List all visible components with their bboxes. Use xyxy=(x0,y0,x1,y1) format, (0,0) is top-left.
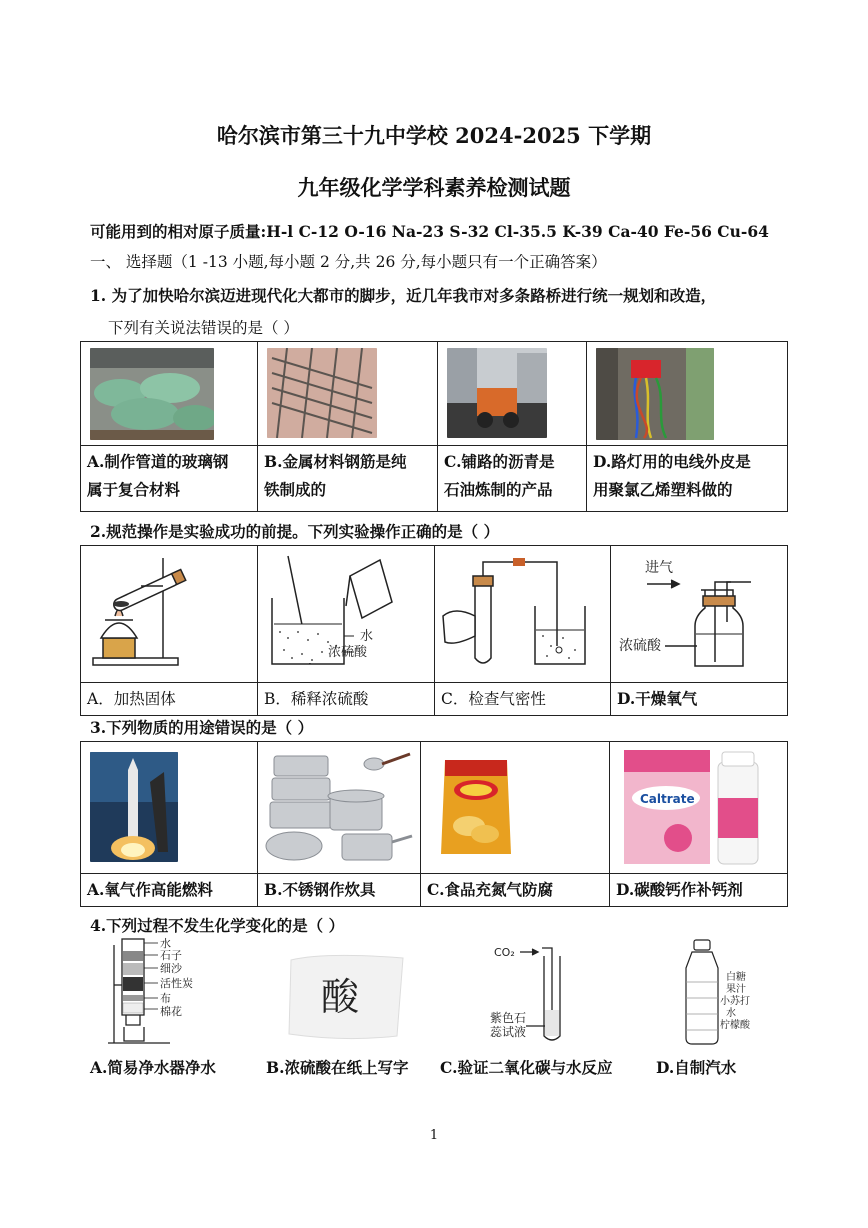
calcium-supplement-photo xyxy=(622,748,766,868)
q3-option-d: D.碳酸钙作补钙剂 xyxy=(616,880,743,899)
diluting-acid-diagram xyxy=(258,546,435,678)
q3-image-a xyxy=(81,742,258,874)
water-filter-diagram xyxy=(100,935,210,1047)
filter-layer-stones: 石子 xyxy=(160,949,182,962)
q2-image-c xyxy=(435,546,611,683)
q2-option-c: C．检查气密性 xyxy=(441,690,546,708)
atomic-masses: 可能用到的相对原子质量:H-l C-12 O-16 Na-23 S-32 Cl-35.5 K-39 Ca-40 Fe-56 Cu-64 xyxy=(90,222,769,241)
q3-image-d xyxy=(610,742,788,874)
q2-option-b: B．稀释浓硫酸 xyxy=(264,690,369,708)
q1-image-d xyxy=(587,342,788,446)
exam-title-line1: 哈尔滨市第三十九中学校 2024-2025 下学期 xyxy=(216,123,652,148)
rebar-photo xyxy=(267,348,377,438)
soda-label-sugar: 白糖 xyxy=(726,972,746,983)
brand-text: Caltrate xyxy=(640,792,695,806)
exam-title-line2: 九年级化学学科素养检测试题 xyxy=(297,175,571,200)
homemade-soda-diagram xyxy=(680,938,780,1046)
q4-stem: 4.下列过程不发生化学变化的是（ ） xyxy=(90,916,345,935)
water-label: 水 xyxy=(360,629,374,644)
q3-image-c xyxy=(421,742,610,874)
conc-acid-label-d: 浓硫酸 xyxy=(619,638,661,654)
filter-layer-cloth: 布 xyxy=(160,992,171,1005)
q3-option-b: B.不锈钢作炊具 xyxy=(264,880,376,899)
q4-option-a: A.简易净水器净水 xyxy=(90,1058,216,1077)
co2-litmus-diagram xyxy=(490,940,590,1044)
filter-layer-cotton: 棉花 xyxy=(160,1005,182,1018)
section-heading: 一、 选择题（1 -13 小题,每小题 2 分,共 26 分,每小题只有一个正确答案） xyxy=(90,253,607,271)
fiberglass-pipes-photo xyxy=(90,348,214,440)
q3-option-c: C.食品充氮气防腐 xyxy=(427,880,553,899)
q4-option-b: B.浓硫酸在纸上写字 xyxy=(266,1058,409,1077)
gas-in-label: 进气 xyxy=(645,560,673,576)
litmus-label-line2: 蕊试液 xyxy=(490,1025,527,1039)
asphalt-paving-photo xyxy=(447,348,547,438)
airtightness-check-diagram xyxy=(435,546,611,678)
chips-bag-photo xyxy=(439,756,513,858)
rocket-launch-photo xyxy=(90,752,178,862)
q2-stem: 2.规范操作是实验成功的前提。下列实验操作正确的是（ ） xyxy=(90,522,500,541)
q3-image-b xyxy=(258,742,421,874)
q2-image-b xyxy=(258,546,435,683)
acid-on-paper-photo xyxy=(285,950,410,1042)
soda-label-water: 水 xyxy=(726,1008,736,1019)
drying-oxygen-diagram xyxy=(611,546,788,678)
q3-option-a: A.氧气作高能燃料 xyxy=(87,880,213,899)
heating-solid-diagram xyxy=(81,546,258,678)
q1-option-a-line2: 属于复合材料 xyxy=(87,480,181,499)
q1-image-c xyxy=(438,342,587,446)
q1-stem-line2: 下列有关说法错误的是（ ） xyxy=(108,319,299,337)
q2-options-table xyxy=(80,545,788,716)
q4-option-d: D.自制汽水 xyxy=(656,1058,737,1077)
q2-option-a: A．加热固体 xyxy=(87,690,176,708)
q1-image-a xyxy=(81,342,258,446)
q1-option-b-line1: B.金属材料钢筋是纯 xyxy=(264,452,407,471)
filter-layer-sand: 细沙 xyxy=(160,962,182,975)
page-number: 1 xyxy=(429,1128,439,1143)
q1-option-d-line1: D.路灯用的电线外皮是 xyxy=(593,452,751,471)
q1-option-a-line1: A.制作管道的玻璃钢 xyxy=(87,452,229,471)
q3-options-table xyxy=(80,741,788,907)
q4-option-c: C.验证二氧化碳与水反应 xyxy=(440,1058,613,1077)
q2-image-a xyxy=(81,546,258,683)
q1-option-d-line2: 用聚氯乙烯塑料做的 xyxy=(593,480,733,499)
filter-layer-water: 水 xyxy=(160,937,171,950)
stainless-cookware-photo xyxy=(264,746,414,868)
soda-label-baking-soda: 小苏打 xyxy=(720,996,750,1007)
q2-image-d xyxy=(611,546,788,683)
litmus-label-line1: 紫色石 xyxy=(490,1011,527,1025)
conc-acid-label-b: 浓硫酸 xyxy=(328,645,368,660)
paper-text: 酸 xyxy=(321,975,360,1019)
soda-label-juice: 果汁 xyxy=(726,984,746,995)
q2-option-d: D.干燥氧气 xyxy=(617,689,698,708)
q1-option-b-line2: 铁制成的 xyxy=(264,480,327,499)
lamp-wires-photo xyxy=(596,348,714,440)
q1-options-table xyxy=(80,341,788,512)
co2-label: CO₂ xyxy=(494,946,515,959)
q1-image-b xyxy=(258,342,438,446)
q3-stem: 3.下列物质的用途错误的是（ ） xyxy=(90,718,314,737)
q1-option-c-line2: 石油炼制的产品 xyxy=(444,480,553,499)
filter-layer-carbon: 活性炭 xyxy=(160,977,193,990)
q1-option-c-line1: C.铺路的沥青是 xyxy=(444,452,555,471)
q1-stem-line1: 1. 为了加快哈尔滨迈进现代化大都市的脚步，近几年我市对多条路桥进行统一规划和改造， xyxy=(90,286,717,305)
soda-label-citric-acid: 柠檬酸 xyxy=(720,1020,750,1031)
